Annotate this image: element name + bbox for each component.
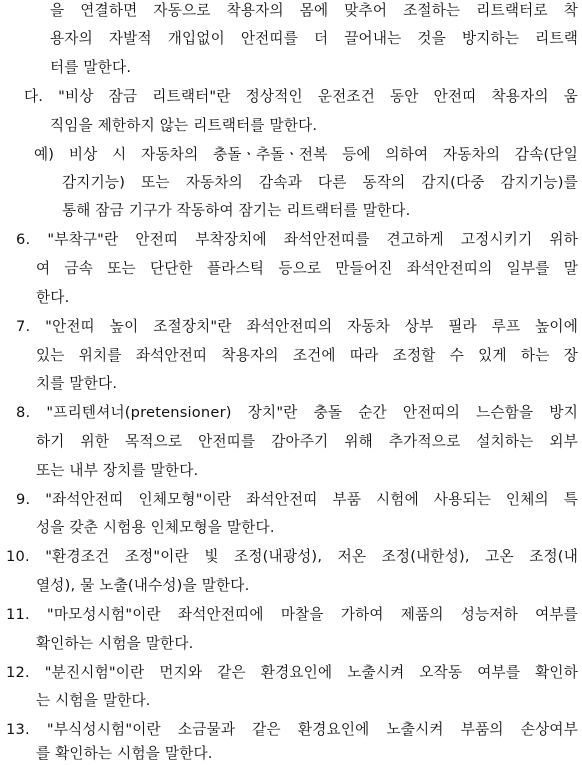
text-line: 용자의 자발적 개입없이 안전띠를 더 끌어내는 것을 방지하는 리트랙	[50, 30, 578, 47]
text-line: 또는 내부 장치를 말한다.	[36, 462, 199, 479]
text-line: 한다.	[36, 289, 70, 306]
text-line: 확인하는 시험을 말한다.	[36, 635, 194, 652]
text-line: 10. "환경조건 조정"이란 빛 조정(내광성), 저온 조정(내한성), 고온 조정(내	[6, 548, 578, 565]
text-line: 여 금속 또는 단단한 플라스틱 등으로 만들어진 좌석안전띠의 일부를 말	[36, 260, 578, 277]
text-line: 11. "마모성시험"이란 좌석안전띠에 마찰을 가하여 제품의 성능저하 여부를	[6, 606, 578, 623]
text-line: 성을 갖춘 시험용 인체모형을 말한다.	[36, 519, 275, 536]
text-line: 직임을 제한하지 않는 리트랙터를 말한다.	[50, 117, 318, 134]
text-line: 감지기능) 또는 자동차의 감속과 다른 동작의 감지(다중 감지기능)를	[62, 174, 578, 191]
text-line: 다. "비상 잠금 리트랙터"란 정상적인 운전조건 동안 안전띠 착용자의 움	[24, 88, 578, 105]
text-line: 는 시험을 말한다.	[36, 692, 151, 709]
text-line: 열성), 물 노출(내수성)을 말한다.	[36, 577, 250, 594]
text-line: 치를 말한다.	[36, 375, 118, 392]
text-line: 터를 말한다.	[50, 59, 132, 76]
text-line: 있는 위치를 좌석안전띠 착용자의 조건에 따라 조정할 수 있게 하는 장	[36, 347, 578, 364]
text-line: 6. "부착구"란 안전띠 부착장치에 좌석안전띠를 견고하게 고정시키기 위하	[16, 231, 578, 248]
text-line: 를 확인하는 시험을 말한다.	[36, 745, 213, 762]
text-line: 통해 잠금 기구가 작동하여 잠기는 리트랙터를 말한다.	[62, 202, 411, 219]
text-line: 8. "프리텐셔너(pretensioner) 장치"란 충돌 순간 안전띠의 느슨함을 방지	[16, 404, 578, 421]
text-line: 을 연결하면 자동으로 착용자의 몸에 맞추어 조절하는 리트랙터로 착	[50, 2, 578, 19]
text-line: 12. "분진시험"이란 먼지와 같은 환경요인에 노출시켜 오작동 여부를 확인하	[6, 664, 578, 681]
text-line: 9. "좌석안전띠 인체모형"이란 좌석안전띠 부품 시험에 사용되는 인체의 특	[16, 491, 578, 508]
text-line: 13. "부식성시험"이란 소금물과 같은 환경요인에 노출시켜 부품의 손상여부	[6, 721, 578, 738]
text-line: 예) 비상 시 자동차의 충돌ㆍ추돌ㆍ전복 등에 의하여 자동차의 감속(단일	[34, 146, 578, 163]
text-line: 하기 위한 목적으로 안전띠를 감아주기 위해 추가적으로 설치하는 외부	[36, 433, 578, 450]
text-line: 7. "안전띠 높이 조절장치"란 좌석안전띠의 자동차 상부 필라 루프 높이에	[16, 318, 578, 335]
